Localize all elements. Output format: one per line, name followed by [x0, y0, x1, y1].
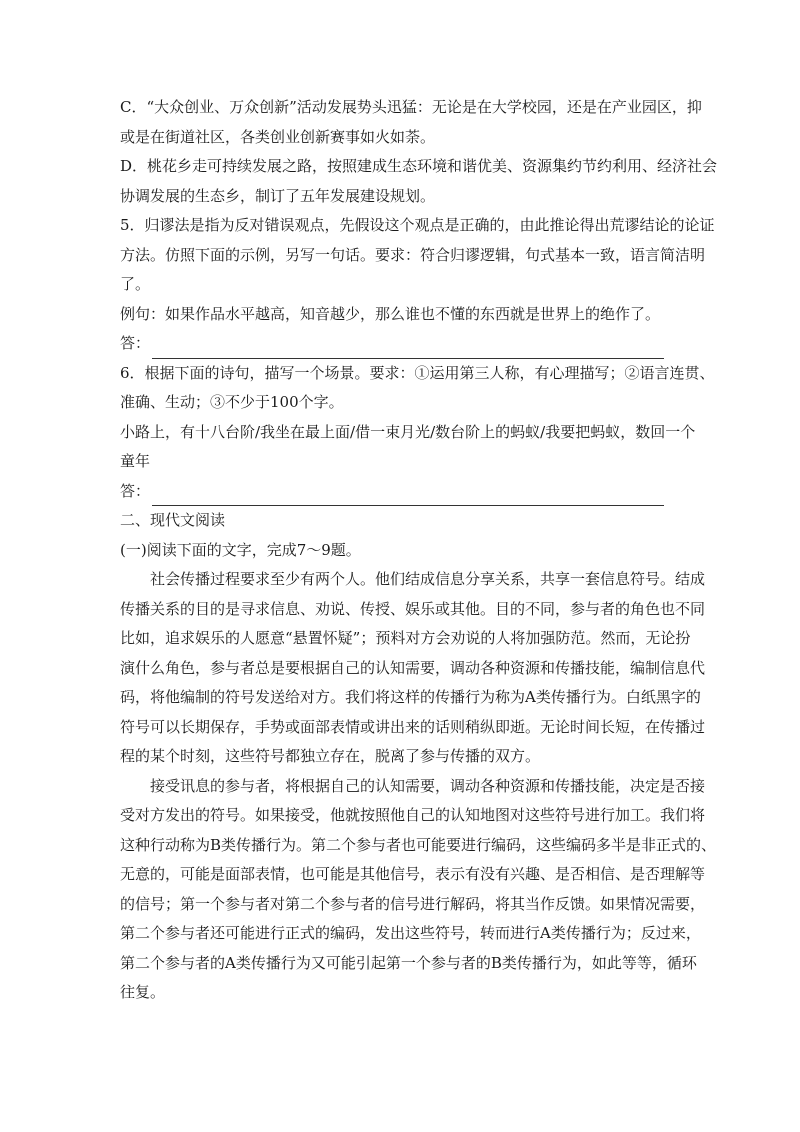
poem-line-1: 小路上，有十八台阶/我坐在最上面/借一束月光/数台阶上的蚂蚁/我要把蚂蚁，数回一个	[120, 422, 696, 441]
answer-blank[interactable]	[152, 487, 664, 506]
para1-line: 程的某个时刻，这些符号都独立存在，脱离了参与传播的双方。	[120, 747, 541, 765]
subsection-heading: (一)阅读下面的文字，完成7～9题。	[120, 540, 361, 559]
option-d-line-2: 协调发展的生态乡，制订了五年发展建设规划。	[120, 186, 436, 205]
para2-line: 这种行动称为B类传播行为。第二个参与者也可能要进行编码，这些编码多半是非正式的、	[120, 835, 717, 854]
para2-line: 无意的，可能是面部表情，也可能是其他信号，表示有没有兴趣、是否相信、是否理解等	[120, 865, 706, 883]
answer-label: 答：	[120, 334, 151, 352]
option-d-line-1: D．桃花乡走可持续发展之路，按照建成生态环境和谐优美、资源集约节约利用、经济社会	[120, 157, 718, 175]
answer-line-6[interactable]	[120, 477, 680, 507]
para2-line: 第二个参与者的A类传播行为又可能引起第一个参与者的B类传播行为，如此等等，循环	[120, 953, 697, 972]
para2-line: 接受讯息的参与者，将根据自己的认知需要，调动各种资源和传播技能，决定是否接	[150, 776, 706, 795]
question-5-line-2: 方法。仿照下面的示例，另写一句话。要求：符合归谬逻辑，句式基本一致，语言简洁明	[120, 245, 706, 264]
para1-line: 社会传播过程要求至少有两个人。他们结成信息分享关系，共享一套信息符号。结成	[150, 570, 706, 588]
option-c-line-1: C．“大众创业、万众创新”活动发展势头迅猛：无论是在大学校园，还是在产业园区，抑	[120, 98, 702, 116]
document-page	[120, 93, 718, 1008]
question-6-line-2: 准确、生动；③不少于100个字。	[120, 393, 344, 411]
question-5-line-1: 5．归谬法是指为反对错误观点，先假设这个观点是正确的，由此推论得出荒谬结论的论证	[120, 216, 715, 234]
para2-line: 受对方发出的符号。如果接受，他就按照他自己的认知地图对这些符号进行加工。我们将	[120, 806, 706, 824]
para2-line: 往复。	[120, 983, 166, 1001]
para1-line: 传播关系的目的是寻求信息、劝说、传授、娱乐或其他。目的不同，参与者的角色也不同	[120, 599, 706, 618]
answer-label: 答：	[120, 481, 151, 500]
answer-blank[interactable]	[152, 340, 664, 359]
question-5-line-3: 了。	[120, 275, 151, 293]
poem-line-2: 童年	[120, 452, 151, 470]
para1-line: 码，将他编制的符号发送给对方。我们将这样的传播行为称为A类传播行为。白纸黑字的	[120, 688, 701, 706]
para1-line: 符号可以长期保存，手势或面部表情或讲出来的话则稍纵即逝。无论时间长短，在传播过	[120, 717, 706, 736]
question-6-line-1: 6．根据下面的诗句，描写一个场景。要求：①运用第三人称，有心理描写；②语言连贯、	[120, 363, 715, 382]
section-heading: 二、现代文阅读	[120, 511, 226, 529]
para1-line: 比如，追求娱乐的人愿意“悬置怀疑”；预料对方会劝说的人将加强防范。然而，无论扮	[120, 629, 691, 647]
para1-line: 演什么角色，参与者总是要根据自己的认知需要，调动各种资源和传播技能，编制信息代	[120, 658, 706, 677]
para2-line: 的信号；第一个参与者对第二个参与者的信号进行解码，将其当作反馈。如果情况需要，	[120, 894, 706, 913]
option-c-line-2: 或是在街道社区，各类创业创新赛事如火如荼。	[120, 127, 436, 146]
para2-line: 第二个参与者还可能进行正式的编码，发出这些符号，转而进行A类传播行为；反过来，	[120, 924, 701, 942]
answer-line-5[interactable]	[120, 329, 680, 359]
example-sentence: 例句：如果作品水平越高，知音越少，那么谁也不懂的东西就是世界上的绝作了。	[120, 304, 661, 323]
